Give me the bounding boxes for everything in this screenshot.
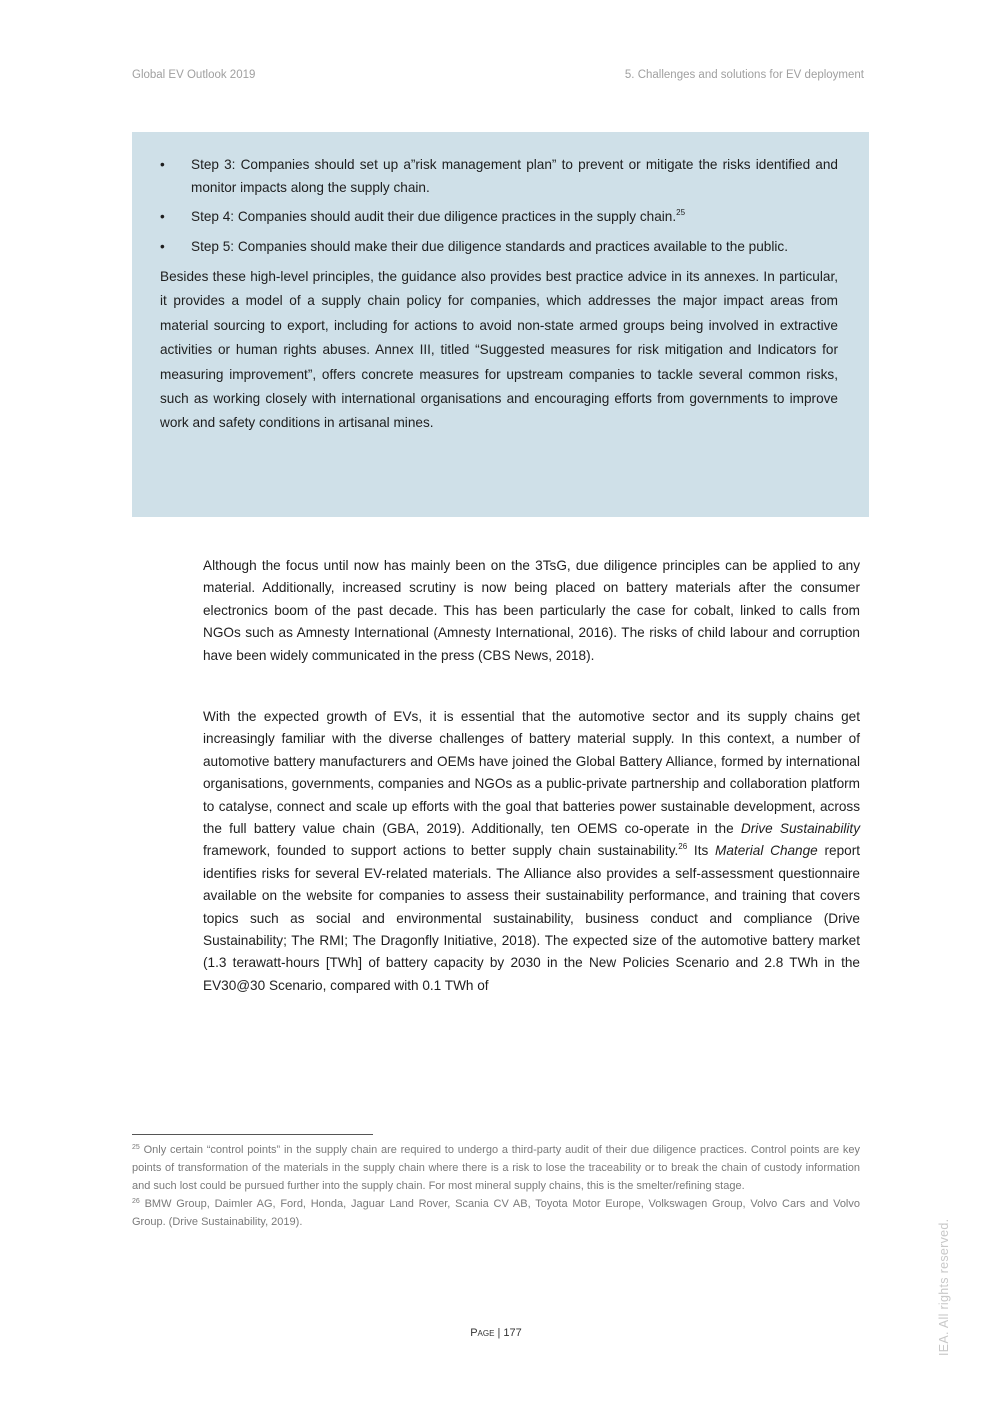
box-paragraph: Besides these high-level principles, the guidance also provides best practice advice in its annexes. In particular, it provides a model of a supply chain policy for companies, which addresses the major impact areas from material sourcing to export, including for actions to avoid non-state armed groups being involved in extractive activities or human rights abuses. Annex III, titled “Suggested measures for risk mitigation and Indicators for measuring improvement”, offers concrete measures for upstream companies to tackle several common risks, such as working closely with international organisations and encouraging efforts from governments to improve work and safety conditions in artisanal mines.	[160, 269, 838, 431]
body-paragraph-1: Although the focus until now has mainly been on the 3TsG, due diligence principles can be applied to any material. Additionally, increased scrutiny is now being placed on battery materials after the consumer electronics boom of the past decade. This has been particularly the case for cobalt, linked to calls from NGOs such as Amnesty International (Amnesty International, 2016). The risks of child labour and corruption have been widely communicated in the press (CBS News, 2018).	[203, 558, 860, 663]
body-paragraph-2	[203, 706, 860, 997]
due-diligence-steps-list	[160, 154, 838, 258]
bullet-icon: •	[160, 238, 165, 254]
bullet-icon: •	[160, 157, 165, 172]
footnote-number: 25	[132, 1144, 140, 1151]
footnote-text: BMW Group, Daimler AG, Ford, Honda, Jaguar Land Rover, Scania CV AB, Toyota Motor Europe, Volkswagen Group, Volvo Cars and Volvo Group. (Drive Sustainability, 2019).	[132, 1198, 860, 1228]
para2-text-d: report identifies risks for several EV-related materials. The Alliance also provides a self-assessment questionnaire available on the website for companies to assess their sustainability performance, and training that covers topics such as social and environmental sustainability, business conduct and compliance (Drive Sustainability; The RMI; The Dragonfly Initiative, 2018). The expected size of the automotive battery market (1.3 terawatt-hours [TWh] of battery capacity by 2030 in the New Policies Scenario and 2.8 TWh in the EV30@30 Scenario, compared with 0.1 TWh of	[203, 843, 861, 993]
para2-text-c: Its	[687, 843, 716, 859]
list-item	[160, 154, 838, 199]
list-item	[160, 236, 838, 259]
footnote-ref-25[interactable]: 25	[676, 208, 686, 217]
footnote-ref-26[interactable]: 26	[678, 842, 688, 852]
step-5-text: Step 5: Companies should make their due diligence standards and practices available to the public.	[191, 238, 788, 254]
footnote-26	[132, 1195, 860, 1231]
footnote-divider	[132, 1134, 373, 1135]
footnote-25	[132, 1141, 860, 1195]
material-change-italic: Material Change	[715, 843, 818, 859]
para2-text-a: With the expected growth of EVs, it is essential that the automotive sector and its supply chains get increasingly familiar with the diverse challenges of battery material supply. In this context, a number of automotive battery manufacturers and OEMs have joined the Global Battery Alliance, formed by international organisations, governments, companies and NGOs as a public-private partnership and collaboration platform to catalyse, connect and scale up efforts with the goal that batteries power sustainable development, across the full battery value chain (GBA, 2019). Additionally, ten OEMS co-operate in the	[203, 709, 860, 837]
footnote-text: Only certain “control points” in the supply chain are required to undergo a third-party audit of their due diligence practices. Control points are key points of transformation of the materials in the supply chain where there is a risk to lose the traceability or to break the chain of custody information and such lost could be pursued further into the supply chain. For most mineral supply chains, this is the smelter/refining stage.	[132, 1144, 861, 1192]
bullet-icon: •	[160, 209, 165, 224]
step-3-text: Step 3: Companies should set up a”risk management plan” to prevent or mitigate the risks identified and monitor impacts along the supply chain.	[191, 157, 838, 195]
footnotes	[132, 1141, 860, 1231]
para2-text-b: framework, founded to support actions to better supply chain sustainability.	[203, 843, 679, 859]
list-item	[160, 206, 838, 229]
running-header-title: Global EV Outlook 2019	[132, 69, 256, 81]
drive-sustainability-italic: Drive Sustainability	[740, 821, 860, 837]
footnote-number: 26	[132, 1198, 140, 1205]
running-header-chapter: 5. Challenges and solutions for EV deployment	[624, 69, 864, 81]
oecd-guidance-box	[132, 132, 869, 517]
page-number: Page | 177	[470, 1327, 522, 1339]
step-4-text: Step 4: Companies should audit their due diligence practices in the supply chain.	[191, 209, 677, 224]
copyright-watermark: IEA. All rights reserved.	[937, 1218, 951, 1356]
